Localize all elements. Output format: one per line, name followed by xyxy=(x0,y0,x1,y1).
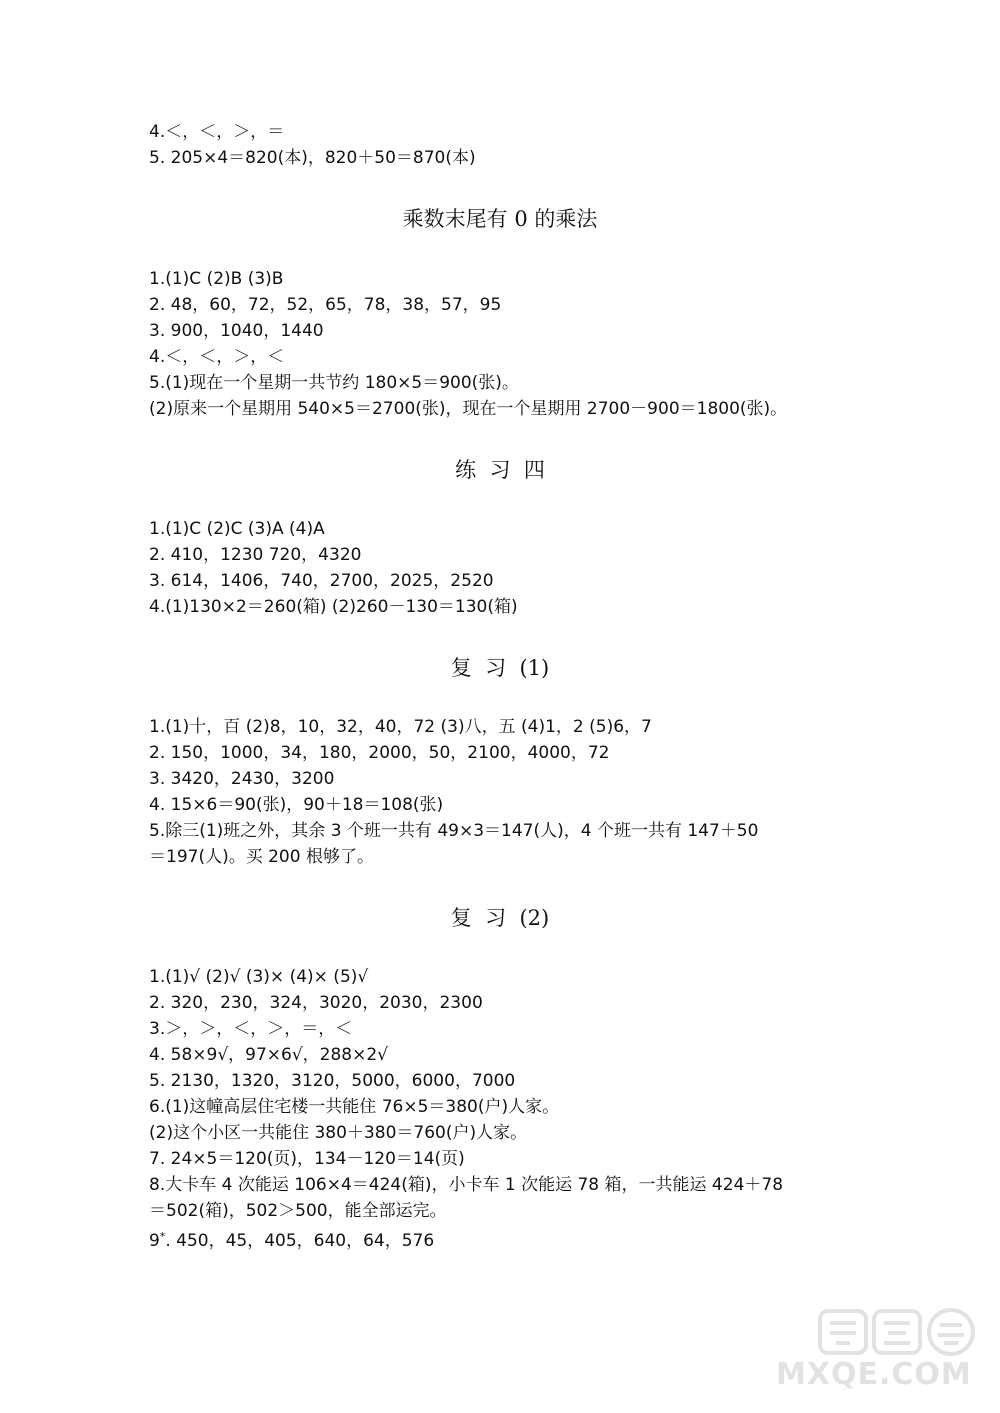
watermark-url: MXQE.COM xyxy=(776,1357,972,1392)
optional-mark: * xyxy=(159,1230,166,1243)
section-heading: 复 习 (2) xyxy=(450,906,550,930)
answer-line: 6.(1)这幢高层住宅楼一共能住 76×5＝380(户)人家。 xyxy=(149,1097,560,1117)
answer-line: 1.(1)√ (2)√ (3)× (4)× (5)√ xyxy=(149,967,369,987)
answer-line: 5.(1)现在一个星期一共节约 180×5＝900(张)。 xyxy=(149,373,519,393)
answer-line: ＝197(人)。买 200 根够了。 xyxy=(149,847,374,867)
answer-line: 2. 320，230，324，3020，2030，2300 xyxy=(149,993,483,1013)
answer-line: 7. 24×5＝120(页)，134－120＝14(页) xyxy=(149,1149,465,1169)
answer-line: 3. 900，1040，1440 xyxy=(149,321,324,341)
section-heading: 复 习 (1) xyxy=(450,656,550,680)
answer-line: 5. 205×4＝820(本)，820＋50＝870(本) xyxy=(149,148,476,168)
item-text: . 450，45，405，640，64，576 xyxy=(165,1231,435,1251)
answer-line: 8.大卡车 4 次能运 106×4＝424(箱)，小卡车 1 次能运 78 箱，一共能运 424＋78 xyxy=(149,1175,784,1195)
answer-line: ＝502(箱)，502＞500，能全部运完。 xyxy=(149,1201,447,1221)
answer-line: 4.＜，＜，＞，＝ xyxy=(149,122,285,142)
watermark-logo-icon xyxy=(818,1307,978,1357)
answer-line: 5. 2130，1320，3120，5000，6000，7000 xyxy=(149,1071,516,1091)
answer-line: 3. 3420，2430，3200 xyxy=(149,769,335,789)
section-heading: 乘数末尾有 0 的乘法 xyxy=(402,207,598,231)
answer-line: 5.除三(1)班之外，其余 3 个班一共有 49×3＝147(人)，4 个班一共有 147＋50 xyxy=(149,821,759,841)
answer-line: 4. 58×9√，97×6√，288×2√ xyxy=(149,1045,389,1065)
answer-line: 2. 410，1230 720，4320 xyxy=(149,545,362,565)
answer-line: 4.(1)130×2＝260(箱) (2)260－130＝130(箱) xyxy=(149,597,518,617)
section-heading: 练 习 四 xyxy=(455,458,545,482)
answer-line: 2. 48，60，72，52，65，78，38，57，95 xyxy=(149,295,502,315)
answer-line: 1.(1)C (2)C (3)A (4)A xyxy=(149,519,325,539)
answer-line: 2. 150，1000，34，180，2000，50，2100，4000，72 xyxy=(149,743,610,763)
answer-line: 4.＜，＜，＞，＜ xyxy=(149,347,285,367)
answer-line: (2)原来一个星期用 540×5＝2700(张)，现在一个星期用 2700－900＝1800(张)。 xyxy=(149,399,788,419)
answer-line: 1.(1)C (2)B (3)B xyxy=(149,269,284,289)
answer-line: 4. 15×6＝90(张)，90＋18＝108(张) xyxy=(149,795,444,815)
answer-line: 3. 614，1406，740，2700，2025，2520 xyxy=(149,571,494,591)
answer-line: 1.(1)十，百 (2)8，10，32，40，72 (3)八，五 (4)1，2 (5)6，7 xyxy=(149,717,652,737)
watermark xyxy=(748,1307,978,1397)
item-number: 9 xyxy=(149,1231,160,1251)
answer-line: (2)这个小区一共能住 380＋380＝760(户)人家。 xyxy=(149,1123,528,1143)
answer-line xyxy=(149,1226,434,1252)
answer-line: 3.＞，＞，＜，＞，＝，＜ xyxy=(149,1019,353,1039)
